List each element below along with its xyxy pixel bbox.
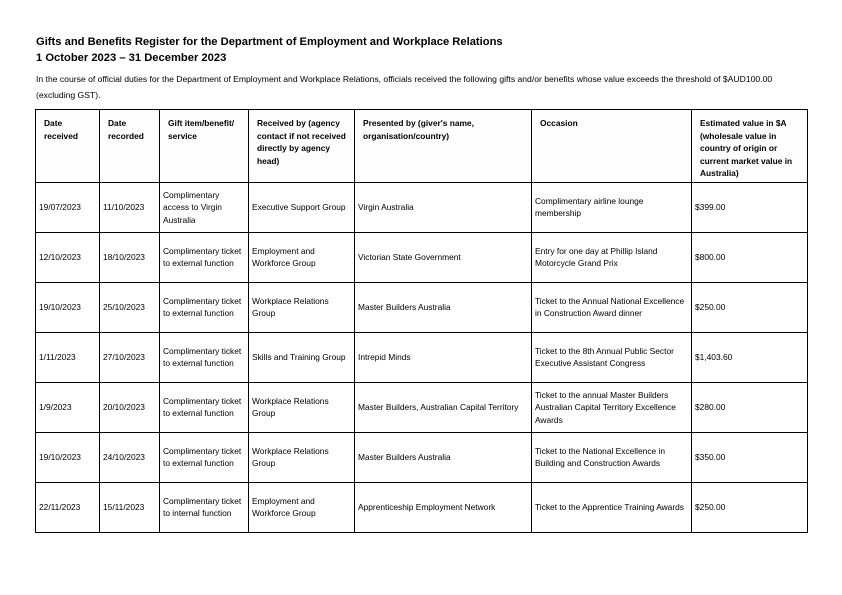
cell-date-received: 22/11/2023 (36, 482, 100, 532)
header-date-recorded: Date recorded (100, 110, 160, 183)
cell-date-received: 19/07/2023 (36, 182, 100, 232)
cell-date-received: 19/10/2023 (36, 432, 100, 482)
cell-date-recorded: 24/10/2023 (100, 432, 160, 482)
header-occasion: Occasion (532, 110, 692, 183)
cell-presented-by: Victorian State Government (355, 232, 532, 282)
table-row (36, 282, 808, 332)
cell-date-received: 1/11/2023 (36, 332, 100, 382)
cell-presented-by: Master Builders Australia (355, 432, 532, 482)
cell-gift: Complimentary ticket to external function (160, 382, 249, 432)
cell-presented-by: Intrepid Minds (355, 332, 532, 382)
cell-occasion: Entry for one day at Phillip Island Motorcycle Grand Prix (532, 232, 692, 282)
table-row (36, 232, 808, 282)
header-date-received: Date received (36, 110, 100, 183)
cell-value: $1,403.60 (692, 332, 808, 382)
cell-occasion: Ticket to the Annual National Excellence in Construction Award dinner (532, 282, 692, 332)
table-row (36, 482, 808, 532)
table-row (36, 432, 808, 482)
cell-received-by: Workplace Relations Group (249, 382, 355, 432)
cell-value: $350.00 (692, 432, 808, 482)
cell-date-recorded: 18/10/2023 (100, 232, 160, 282)
cell-occasion: Ticket to the National Excellence in Building and Construction Awards (532, 432, 692, 482)
cell-date-recorded: 25/10/2023 (100, 282, 160, 332)
cell-gift: Complimentary ticket to external function (160, 282, 249, 332)
title-line-2: 1 October 2023 – 31 December 2023 (36, 51, 227, 64)
cell-gift: Complimentary access to Virgin Australia (160, 182, 249, 232)
cell-value: $250.00 (692, 482, 808, 532)
cell-received-by: Executive Support Group (249, 182, 355, 232)
cell-value: $800.00 (692, 232, 808, 282)
cell-presented-by: Virgin Australia (355, 182, 532, 232)
cell-date-received: 19/10/2023 (36, 282, 100, 332)
table-row (36, 382, 808, 432)
cell-occasion: Complimentary airline lounge membership (532, 182, 692, 232)
document-title (36, 35, 503, 66)
cell-presented-by: Master Builders, Australian Capital Territory (355, 382, 532, 432)
cell-value: $399.00 (692, 182, 808, 232)
title-line-1: Gifts and Benefits Register for the Department of Employment and Workplace Relations (36, 36, 503, 48)
cell-value: $250.00 (692, 282, 808, 332)
cell-received-by: Workplace Relations Group (249, 282, 355, 332)
intro-paragraph: In the course of official duties for the Department of Employment and Workplace Relations, officials received the following gifts and/or benefits whose value exceeds the threshold of $AUD100.00 (excluding GST). (36, 74, 773, 100)
header-gift-item: Gift item/benefit/ service (160, 110, 249, 183)
cell-date-received: 1/9/2023 (36, 382, 100, 432)
cell-occasion: Ticket to the 8th Annual Public Sector Executive Assistant Congress (532, 332, 692, 382)
table-row (36, 182, 808, 232)
cell-date-recorded: 27/10/2023 (100, 332, 160, 382)
cell-date-received: 12/10/2023 (36, 232, 100, 282)
cell-presented-by: Apprenticeship Employment Network (355, 482, 532, 532)
cell-received-by: Employment and Workforce Group (249, 482, 355, 532)
cell-date-recorded: 20/10/2023 (100, 382, 160, 432)
cell-received-by: Skills and Training Group (249, 332, 355, 382)
cell-occasion: Ticket to the Apprentice Training Awards (532, 482, 692, 532)
cell-gift: Complimentary ticket to external function (160, 332, 249, 382)
cell-occasion: Ticket to the annual Master Builders Australian Capital Territory Excellence Awards (532, 382, 692, 432)
header-estimated-value: Estimated value in $A (wholesale value in country of origin or current market value in Australia) (692, 110, 808, 183)
cell-date-recorded: 15/11/2023 (100, 482, 160, 532)
cell-value: $280.00 (692, 382, 808, 432)
table-header-row (36, 110, 808, 183)
gifts-register-table (35, 109, 808, 533)
cell-gift: Complimentary ticket to internal function (160, 482, 249, 532)
table-row (36, 332, 808, 382)
header-received-by: Received by (agency contact if not received directly by agency head) (249, 110, 355, 183)
cell-presented-by: Master Builders Australia (355, 282, 532, 332)
cell-gift: Complimentary ticket to external function (160, 232, 249, 282)
cell-gift: Complimentary ticket to external function (160, 432, 249, 482)
cell-received-by: Workplace Relations Group (249, 432, 355, 482)
header-presented-by: Presented by (giver's name, organisation/country) (355, 110, 532, 183)
cell-date-recorded: 11/10/2023 (100, 182, 160, 232)
cell-received-by: Employment and Workforce Group (249, 232, 355, 282)
